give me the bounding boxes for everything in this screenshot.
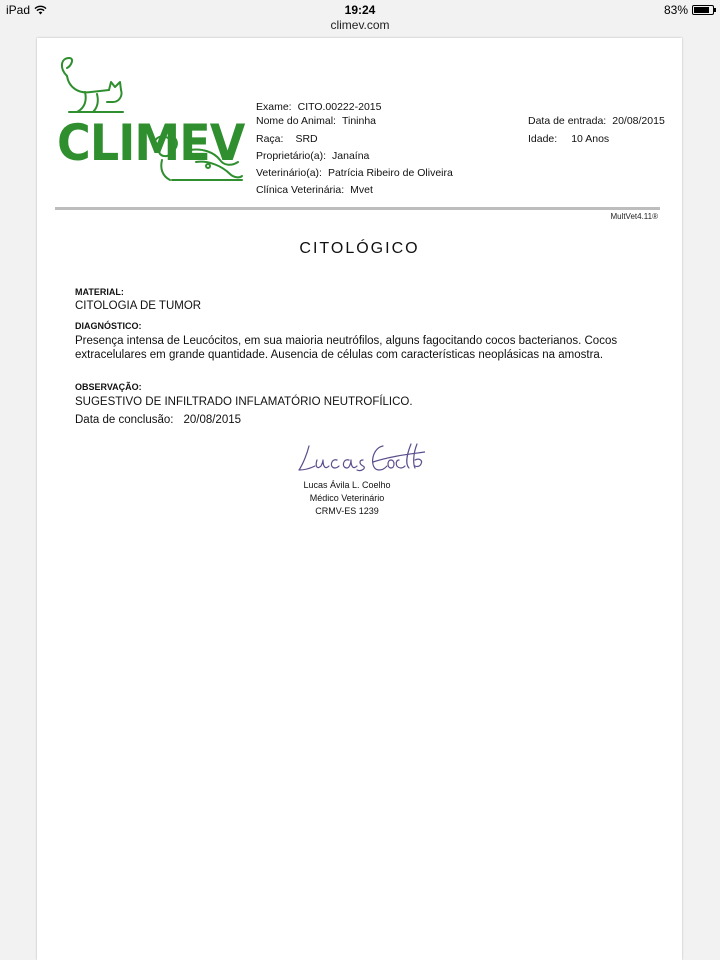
entry-date: Data de entrada: 20/08/2015 [528, 115, 665, 127]
animal-name: Nome do Animal: Tininha [256, 115, 377, 127]
breed: Raça: SRD [256, 133, 318, 145]
header-divider [55, 207, 660, 210]
observation-heading: OBSERVAÇÃO: [75, 382, 142, 392]
report-title: CITOLÓGICO [299, 240, 420, 257]
clock: 19:24 [344, 3, 376, 17]
battery-level [694, 7, 709, 13]
battery-icon [692, 5, 714, 15]
age: Idade: 10 Anos [528, 133, 610, 145]
signer-registration: CRMV-ES 1239 [315, 506, 379, 516]
software-version: MultVet4.11® [610, 212, 658, 221]
diagnosis-heading: DIAGNÓSTICO: [75, 321, 142, 331]
material-heading: MATERIAL: [75, 287, 124, 297]
owner: Proprietário(a): Janaína [256, 150, 370, 162]
url-text: climev.com [330, 18, 390, 32]
url-bar[interactable] [0, 18, 720, 36]
conclusion-date: Data de conclusão: 20/08/2015 [75, 414, 242, 426]
material-text: CITOLOGIA DE TUMOR [75, 300, 202, 312]
dog-cat-icon [150, 132, 245, 184]
signer-name: Lucas Ávila L. Coelho [303, 480, 391, 490]
battery-percent: 83% [663, 3, 688, 17]
handwritten-signature [295, 440, 425, 480]
veterinarian: Veterinário(a): Patrícia Ribeiro de Oliveira [256, 167, 453, 179]
signer-title: Médico Veterinário [309, 493, 385, 503]
diagnosis-text: Presença intensa de Leucócitos, em sua maioria neutrófilos, alguns fagocitando cocos bacterianos. Cocos extracelulares em grande quantidade. Ausencia de células com características neoplásicas na amostra. [75, 335, 618, 361]
climev-logo [55, 54, 245, 184]
cat-icon [57, 54, 127, 116]
status-bar [0, 0, 720, 20]
logo-wordmark: CLIMEV [57, 114, 245, 172]
clinic: Clínica Veterinária: Mvet [256, 184, 373, 196]
observation-text: SUGESTIVO DE INFILTRADO INFLAMATÓRIO NEUTROFÍLICO. [75, 396, 413, 408]
report-page [37, 38, 682, 960]
device-name: iPad [6, 3, 31, 17]
exam-number: Exame: CITO.00222-2015 [256, 101, 382, 113]
